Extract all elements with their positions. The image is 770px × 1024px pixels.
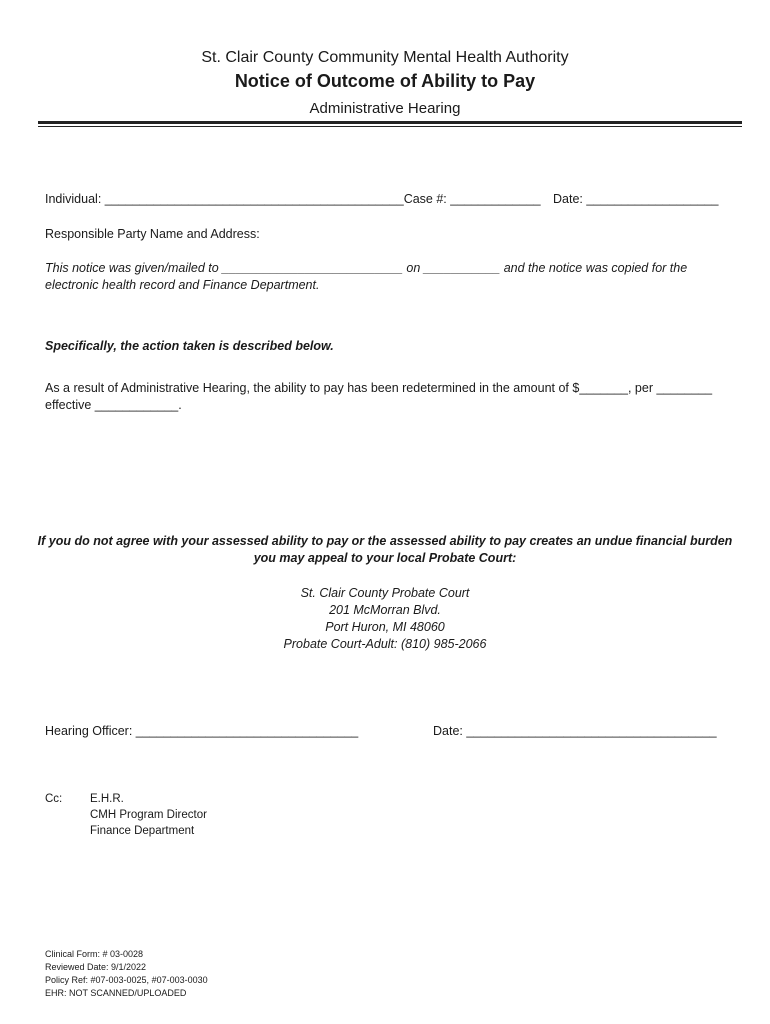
notice-line-1: This notice was given/mailed to __________________________ on ___________ and the notice was copied for the [45, 261, 688, 275]
court-street: 201 McMorran Blvd. [329, 603, 441, 617]
date-field: Date: ___________________ [553, 192, 719, 206]
document-subtitle: Administrative Hearing [309, 100, 461, 117]
court-name: St. Clair County Probate Court [300, 586, 470, 600]
appeal-line-2: you may appeal to your local Probate Court: [253, 551, 517, 565]
footer-policy-ref: Policy Ref: #07-003-0025, #07-003-0030 [45, 975, 208, 985]
appeal-line-1: If you do not agree with your assessed ability to pay or the assessed ability to pay creates an undue financial burden [37, 534, 733, 548]
hearing-officer-field: Hearing Officer: ________________________________ [45, 724, 359, 738]
cc-recipient: CMH Program Director [90, 809, 207, 821]
court-city: Port Huron, MI 48060 [325, 620, 445, 634]
cc-label: Cc: [45, 793, 63, 805]
footer-reviewed-date: Reviewed Date: 9/1/2022 [45, 962, 147, 972]
responsible-party-label: Responsible Party Name and Address: [45, 227, 260, 241]
cc-recipient: Finance Department [90, 825, 195, 837]
header-divider-thin [38, 126, 742, 127]
individual-case-field: Individual: ___________________________________________Case #: _____________ [45, 192, 541, 206]
footer-ehr-status: EHR: NOT SCANNED/UPLOADED [45, 988, 187, 998]
result-line-1: As a result of Administrative Hearing, the ability to pay has been redetermined in the amount of $_______, per ________ [45, 381, 713, 395]
cc-recipient: E.H.R. [90, 793, 124, 805]
signature-date-field: Date: ____________________________________ [433, 724, 717, 738]
court-phone: Probate Court-Adult: (810) 985-2066 [283, 637, 487, 651]
result-line-2: effective ____________. [45, 398, 182, 412]
footer-form-number: Clinical Form: # 03-0028 [45, 949, 144, 959]
organization-name: St. Clair County Community Mental Health Authority [201, 49, 569, 66]
document-title: Notice of Outcome of Ability to Pay [234, 71, 536, 91]
notice-line-2: electronic health record and Finance Department. [45, 278, 320, 292]
header-divider [38, 121, 742, 124]
action-heading: Specifically, the action taken is described below. [45, 339, 334, 353]
